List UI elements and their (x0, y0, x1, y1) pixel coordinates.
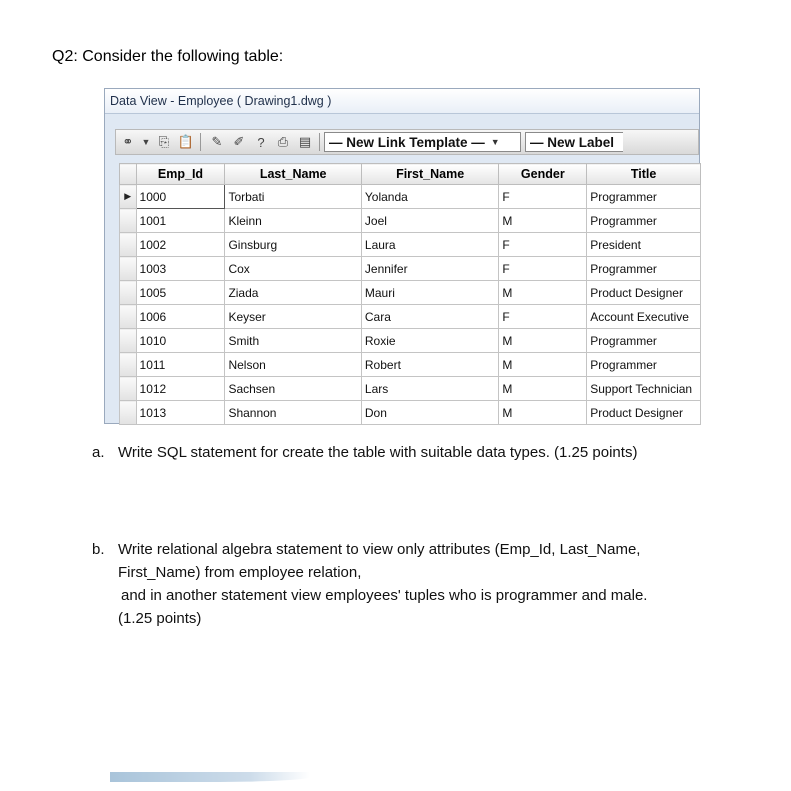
table-cell[interactable]: M (499, 353, 587, 377)
row-selector[interactable] (120, 353, 137, 377)
table-cell[interactable]: President (587, 233, 701, 257)
employee-table (119, 163, 701, 425)
table-cell[interactable]: 1001 (136, 209, 225, 233)
toolbar (115, 129, 699, 155)
table-row[interactable] (120, 401, 701, 425)
data-view-window (104, 88, 700, 424)
table-cell[interactable]: 1006 (136, 305, 225, 329)
table-cell[interactable]: Keyser (225, 305, 361, 329)
column-header[interactable]: Last_Name (225, 164, 361, 185)
query-icon[interactable]: ? (257, 134, 265, 150)
table-cell[interactable]: Lars (361, 377, 498, 401)
row-selector[interactable] (120, 377, 137, 401)
part-a-label: a. (92, 444, 105, 461)
toolbar-separator (200, 133, 201, 151)
table-row[interactable] (120, 353, 701, 377)
table-cell[interactable]: Don (361, 401, 498, 425)
table-cell[interactable]: Shannon (225, 401, 361, 425)
table-cell[interactable]: Robert (361, 353, 498, 377)
table-cell[interactable]: Kleinn (225, 209, 361, 233)
table-cell[interactable]: Programmer (587, 257, 701, 281)
table-cell[interactable]: Support Technician (587, 377, 701, 401)
table-cell[interactable]: Cox (225, 257, 361, 281)
part-b-label: b. (92, 541, 105, 558)
column-header[interactable]: Gender (499, 164, 587, 185)
tag-icon[interactable]: ✎ (211, 134, 223, 149)
column-header[interactable]: Emp_Id (136, 164, 225, 185)
table-cell[interactable]: 1011 (136, 353, 225, 377)
copy-icon[interactable]: ⎘ (158, 134, 170, 149)
table-cell[interactable]: 1013 (136, 401, 225, 425)
table-cell[interactable]: F (499, 185, 587, 209)
table-cell[interactable]: Product Designer (587, 401, 701, 425)
table-cell[interactable]: F (499, 257, 587, 281)
row-selector[interactable] (120, 281, 137, 305)
part-b-line-3: and in another statement view employees' tuples who is programmer and male. (121, 587, 648, 604)
link-template-value: — New Link Template — (329, 134, 485, 150)
footer-decoration (110, 772, 310, 782)
part-b-line-4: (1.25 points) (118, 610, 202, 627)
table-cell[interactable]: M (499, 401, 587, 425)
window-title: Data View - Employee ( Drawing1.dwg ) (105, 89, 699, 114)
table-cell[interactable]: Joel (361, 209, 498, 233)
table-cell[interactable]: Ziada (225, 281, 361, 305)
row-selector-header[interactable] (120, 164, 137, 185)
table-cell[interactable]: 1000 (136, 185, 225, 209)
row-selector[interactable] (120, 329, 137, 353)
table-row[interactable] (120, 377, 701, 401)
table-cell[interactable]: Cara (361, 305, 498, 329)
table-cell[interactable]: 1012 (136, 377, 225, 401)
current-row-arrow-icon[interactable]: ▶ (120, 185, 137, 209)
table-cell[interactable]: F (499, 233, 587, 257)
chevron-down-icon: ▼ (490, 137, 500, 147)
table-cell[interactable]: 1002 (136, 233, 225, 257)
print-icon[interactable]: ⎙ (277, 134, 289, 149)
part-b-line-1: Write relational algebra statement to view only attributes (Emp_Id, Last_Name, (118, 541, 641, 558)
part-a-text: Write SQL statement for create the table with suitable data types. (1.25 points) (118, 444, 638, 461)
table-cell[interactable]: 1010 (136, 329, 225, 353)
question-title: Q2: Consider the following table: (52, 48, 284, 65)
part-b-line-2: First_Name) from employee relation, (118, 564, 362, 581)
table-row[interactable] (120, 329, 701, 353)
table-row[interactable] (120, 305, 701, 329)
row-selector[interactable] (120, 233, 137, 257)
table-cell[interactable]: F (499, 305, 587, 329)
link-icon[interactable]: ⚭ (122, 134, 134, 149)
table-row[interactable] (120, 257, 701, 281)
window-icon[interactable]: ▤ (298, 134, 312, 149)
table-cell[interactable]: 1005 (136, 281, 225, 305)
table-cell[interactable]: Programmer (587, 185, 701, 209)
table-cell[interactable]: Roxie (361, 329, 498, 353)
table-header-row (120, 164, 701, 185)
table-cell[interactable]: Yolanda (361, 185, 498, 209)
table-cell[interactable]: Programmer (587, 209, 701, 233)
tags-icon[interactable]: ✐ (233, 134, 245, 149)
table-cell[interactable]: Programmer (587, 329, 701, 353)
label-select[interactable] (525, 132, 623, 152)
table-cell[interactable]: Ginsburg (225, 233, 361, 257)
link-template-select[interactable] (324, 132, 521, 152)
toolbar-separator (319, 133, 320, 151)
table-row[interactable] (120, 209, 701, 233)
table-cell[interactable]: M (499, 377, 587, 401)
table-cell[interactable]: Laura (361, 233, 498, 257)
table-row[interactable] (120, 281, 701, 305)
table-row[interactable] (120, 185, 701, 209)
column-header[interactable]: Title (587, 164, 701, 185)
dropdown-arrow-icon[interactable]: ▼ (141, 137, 151, 147)
table-cell[interactable]: M (499, 329, 587, 353)
column-header[interactable]: First_Name (361, 164, 498, 185)
table-row[interactable] (120, 233, 701, 257)
table-cell[interactable]: Product Designer (587, 281, 701, 305)
table-cell[interactable]: Jennifer (361, 257, 498, 281)
label-value: — New Label (530, 134, 615, 150)
table-cell[interactable]: 1003 (136, 257, 225, 281)
table-cell[interactable]: M (499, 209, 587, 233)
row-selector[interactable] (120, 209, 137, 233)
table-cell[interactable]: Account Executive (587, 305, 701, 329)
table-cell[interactable]: Smith (225, 329, 361, 353)
row-selector[interactable] (120, 401, 137, 425)
table-cell[interactable]: M (499, 281, 587, 305)
row-selector[interactable] (120, 257, 137, 281)
table-cell[interactable]: Sachsen (225, 377, 361, 401)
table-cell[interactable]: Nelson (225, 353, 361, 377)
row-selector[interactable] (120, 305, 137, 329)
table-cell[interactable]: Mauri (361, 281, 498, 305)
table-cell[interactable]: Torbati (225, 185, 361, 209)
table-cell[interactable]: Programmer (587, 353, 701, 377)
paste-icon[interactable]: 📋 (177, 134, 195, 149)
